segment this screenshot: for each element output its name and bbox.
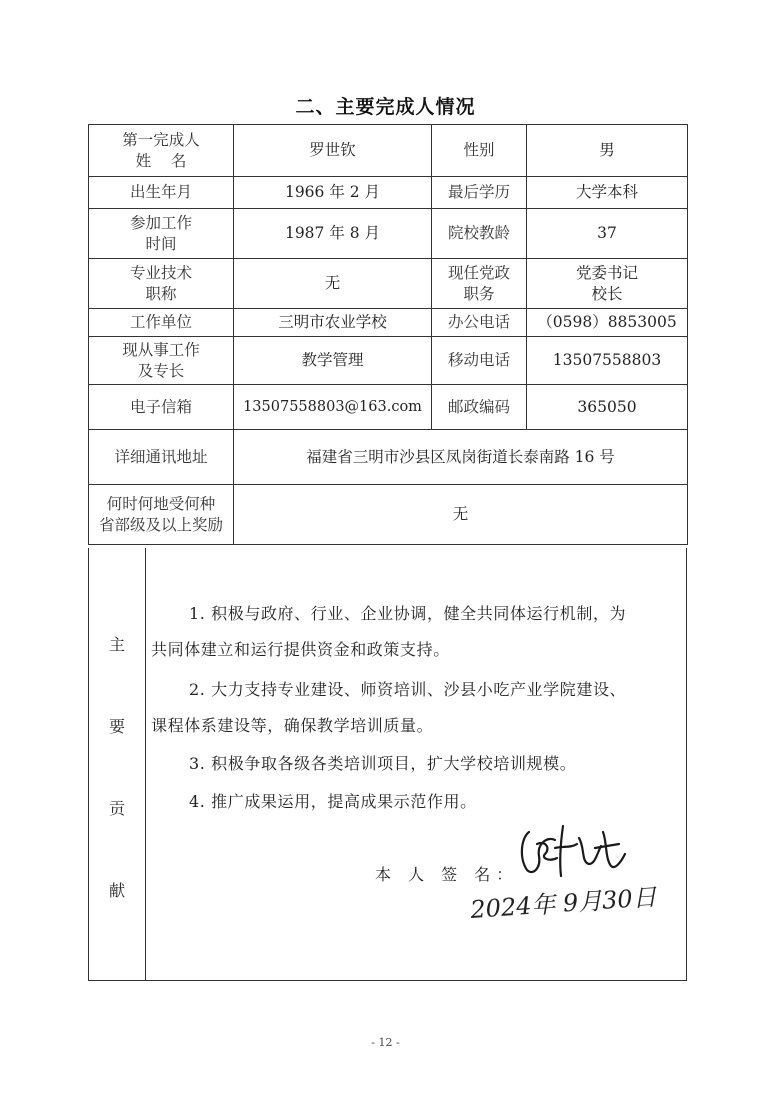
gender-value: 男 — [527, 125, 688, 177]
address-value: 福建省三明市沙县区凤岗街道长泰南路 16 号 — [234, 430, 688, 485]
party-post-value: 党委书记 校长 — [527, 259, 688, 309]
handwritten-date — [465, 878, 665, 934]
party-post-label: 现任党政 职务 — [432, 259, 527, 309]
contribution-label-char: 要 — [108, 717, 125, 736]
award-value: 无 — [234, 485, 688, 545]
postcode-label: 邮政编码 — [432, 385, 527, 430]
table-row — [89, 259, 688, 309]
contribution-label — [89, 548, 146, 980]
contribution-item-3: 3. 积极争取各级各类培训项目，扩大学校培训规模。 — [189, 754, 577, 773]
birth-value: 1966 年 2 月 — [234, 177, 432, 209]
tech-title-label: 专业技术 职称 — [89, 259, 234, 309]
birth-label: 出生年月 — [89, 177, 234, 209]
table-row — [89, 430, 688, 485]
postcode-value: 365050 — [527, 385, 688, 430]
table-row — [89, 125, 688, 177]
teaching-age-value: 37 — [527, 209, 688, 259]
table-row — [89, 177, 688, 209]
teaching-age-label: 院校教龄 — [432, 209, 527, 259]
email-label: 电子信箱 — [89, 385, 234, 430]
office-phone-label: 办公电话 — [432, 309, 527, 337]
contribution-body — [145, 548, 686, 980]
education-label: 最后学历 — [432, 177, 527, 209]
mobile-phone-label: 移动电话 — [432, 337, 527, 385]
education-value: 大学本科 — [527, 177, 688, 209]
email-value: 13507558803@163.com — [234, 385, 432, 430]
contribution-item-4: 4. 推广成果运用，提高成果示范作用。 — [189, 792, 477, 811]
contribution-item-2-line-1: 2. 大力支持专业建设、师资培训、沙县小吃产业学院建设、 — [189, 680, 627, 699]
name-label: 第一完成人 姓 名 — [89, 125, 234, 177]
work-unit-value: 三明市农业学校 — [234, 309, 432, 337]
award-label: 何时何地受何种 省部级及以上奖励 — [89, 485, 234, 545]
tech-title-value: 无 — [234, 259, 432, 309]
gender-label: 性别 — [432, 125, 527, 177]
work-start-label: 参加工作 时间 — [89, 209, 234, 259]
contribution-item-1-line-1: 1. 积极与政府、行业、企业协调，健全共同体运行机制，为 — [189, 604, 627, 623]
table-row — [89, 337, 688, 385]
work-start-value: 1987 年 8 月 — [234, 209, 432, 259]
signed-date-text: 2024年 9月30日 — [469, 883, 658, 924]
mobile-phone-value: 13507558803 — [527, 337, 688, 385]
contribution-label-char: 献 — [108, 881, 125, 900]
office-phone-value: （0598）8853005 — [527, 309, 688, 337]
page-number: - 12 - — [371, 1036, 400, 1049]
contribution-item-2-line-2: 课程体系建设等，确保教学培训质量。 — [151, 716, 434, 735]
contribution-label-char: 贡 — [108, 799, 125, 818]
handwritten-signature — [511, 818, 631, 882]
work-unit-label: 工作单位 — [89, 309, 234, 337]
contribution-item-1-line-2: 共同体建立和运行提供资金和政策支持。 — [151, 640, 450, 659]
current-job-label: 现从事工作 及专长 — [89, 337, 234, 385]
table-row — [89, 385, 688, 430]
name-value: 罗世钦 — [234, 125, 432, 177]
contribution-label-char: 主 — [108, 635, 125, 654]
personal-info-table — [88, 124, 688, 545]
page-title: 二、主要完成人情况 — [295, 96, 476, 118]
signature-label: 本 人 签 名： — [375, 865, 519, 884]
table-row — [89, 309, 688, 337]
table-row — [89, 485, 688, 545]
current-job-value: 教学管理 — [234, 337, 432, 385]
table-row — [89, 209, 688, 259]
main-contribution-section — [88, 548, 687, 981]
address-label: 详细通讯地址 — [89, 430, 234, 485]
